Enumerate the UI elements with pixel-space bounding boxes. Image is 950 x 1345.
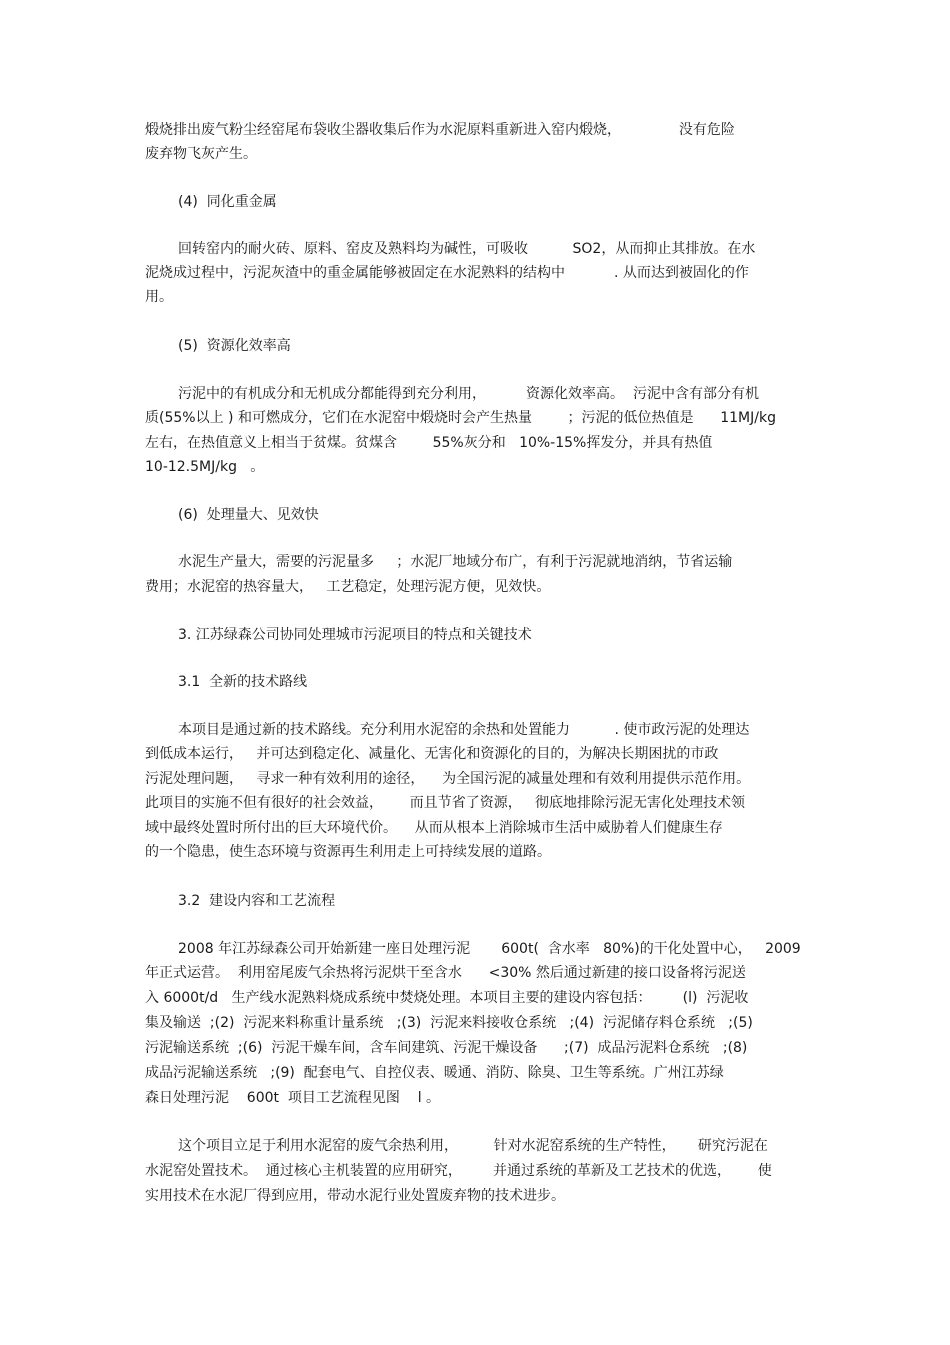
paragraph-line: 本项目是通过新的技术路线。充分利用水泥窑的余热和处置能力 . 使市政污泥的处理达 — [178, 722, 750, 738]
paragraph-line: 水泥窑处置技术。 通过核心主机装置的应用研究， 并通过系统的革新及工艺技术的优选， 使 — [145, 1163, 772, 1179]
paragraph-line: 费用；水泥窑的热容量大， 工艺稳定，处理污泥方便，见效快。 — [145, 579, 551, 595]
paragraph-line: 入 6000t/d 生产线水泥熟料烧成系统中焚烧处理。本项目主要的建设内容包括： (l) 污泥收 — [145, 990, 749, 1006]
paragraph-line: 2008 年江苏绿森公司开始新建一座日处理污泥 600t( 含水率 80%)的干化处置中心， 2009 — [178, 941, 801, 957]
section-heading: 3.1 全新的技术路线 — [178, 674, 308, 690]
section-heading: (4) 同化重金属 — [178, 194, 277, 210]
paragraph-line: 集及输送 ;(2) 污泥来料称重计量系统 ;(3) 污泥来料接收仓系统 ;(4) 污泥储存料仓系统 ;(5) — [145, 1015, 753, 1031]
paragraph-line: 污泥输送系统 ;(6) 污泥干燥车间，含车间建筑、污泥干燥设备 ;(7) 成品污泥料仓系统 ;(8) — [145, 1040, 748, 1056]
paragraph-line: 污泥处理问题， 寻求一种有效利用的途径， 为全国污泥的减量处理和有效利用提供示范作用。 — [145, 771, 751, 787]
paragraph-line: 实用技术在水泥厂得到应用，带动水泥行业处置废弃物的技术进步。 — [145, 1188, 565, 1204]
paragraph-line: 到低成本运行， 并可达到稳定化、减量化、无害化和资源化的目的，为解决长期困扰的市政 — [145, 746, 719, 762]
section-heading: (6) 处理量大、见效快 — [178, 507, 319, 523]
paragraph-line: 10-12.5MJ/kg 。 — [145, 459, 265, 475]
section-heading: 3.2 建设内容和工艺流程 — [178, 893, 336, 909]
section-heading: (5) 资源化效率高 — [178, 338, 291, 354]
paragraph-line: 污泥中的有机成分和无机成分都能得到充分利用， 资源化效率高。 污泥中含有部分有机 — [178, 386, 759, 402]
paragraph-line: 废弃物飞灰产生。 — [145, 146, 257, 162]
paragraph-line: 的一个隐患，使生态环境与资源再生利用走上可持续发展的道路。 — [145, 844, 551, 860]
paragraph-line: 回转窑内的耐火砖、原料、窑皮及熟料均为碱性，可吸收 SO2，从而抑止其排放。在水 — [178, 241, 756, 257]
paragraph-line: 泥烧成过程中，污泥灰渣中的重金属能够被固定在水泥熟料的结构中 . 从而达到被固化的作 — [145, 265, 749, 281]
section-heading: 3. 江苏绿森公司协同处理城市污泥项目的特点和关键技术 — [178, 627, 532, 643]
paragraph-line: 水泥生产量大，需要的污泥量多 ；水泥厂地域分布广，有利于污泥就地消纳，节省运输 — [178, 554, 733, 570]
paragraph-line: 森日处理污泥 600t 项目工艺流程见图 l 。 — [145, 1090, 441, 1106]
paragraph-line: 煅烧排出废气粉尘经窑尾布袋收尘器收集后作为水泥原料重新进入窑内煅烧， 没有危险 — [145, 122, 735, 138]
paragraph-line: 用。 — [145, 289, 173, 305]
paragraph-line: 域中最终处置时所付出的巨大环境代价。 从而从根本上消除城市生活中威胁着人们健康生存 — [145, 820, 723, 836]
paragraph-line: 质(55%以上 ) 和可燃成分，它们在水泥窑中煅烧时会产生热量 ；污泥的低位热值是 11MJ/kg — [145, 410, 776, 426]
paragraph-line: 年正式运营。 利用窑尾废气余热将污泥烘干至含水 <30% 然后通过新建的接口设备将污泥送 — [145, 965, 746, 981]
paragraph-line: 左右，在热值意义上相当于贫煤。贫煤含 55%灰分和 10%-15%挥发分，并具有热值 — [145, 435, 713, 451]
paragraph-line: 此项目的实施不但有很好的社会效益， 而且节省了资源， 彻底地排除污泥无害化处理技术领 — [145, 795, 746, 811]
paragraph-line: 这个项目立足于利用水泥窑的废气余热利用， 针对水泥窑系统的生产特性， 研究污泥在 — [178, 1138, 768, 1154]
paragraph-line: 成品污泥输送系统 ;(9) 配套电气、自控仪表、暖通、消防、除臭、卫生等系统。广州江苏绿 — [145, 1065, 724, 1081]
